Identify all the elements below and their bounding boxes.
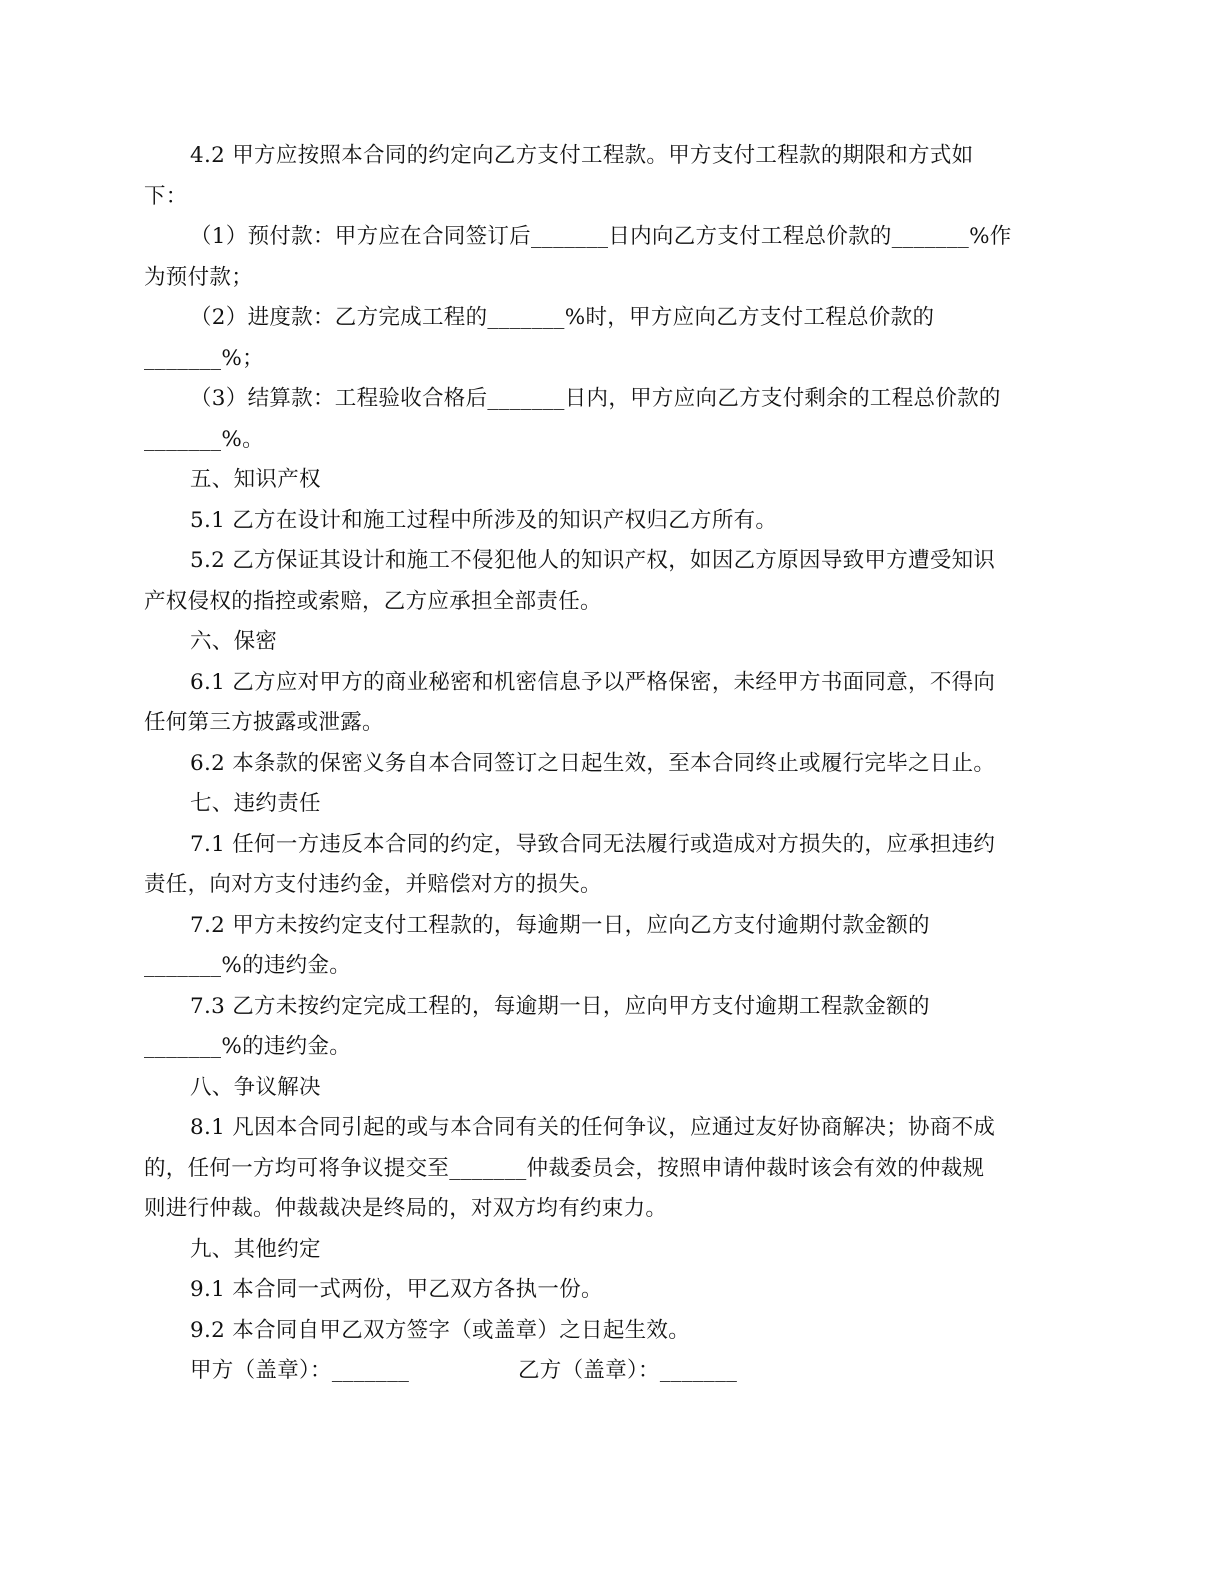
signature-row [144,1351,1074,1392]
contract-page [144,136,1074,1392]
settlement-line-1: （3）结算款：工程验收合格后_______日内，甲方应向乙方支付剩余的工程总价款的 [190,386,1001,411]
clause-5-1: 5.1 乙方在设计和施工过程中所涉及的知识产权归乙方所有。 [190,507,778,533]
clause-7-3-line-1: 7.3 乙方未按约定完成工程的，每逾期一日，应向甲方支付逾期工程款金额的 [190,993,930,1019]
progress-payment-line-2: _______%； [144,345,264,371]
clause-7-1-line-2: 责任，向对方支付违约金，并赔偿对方的损失。 [144,872,602,897]
clause-9-2: 9.2 本合同自甲乙双方签字（或盖章）之日起生效。 [190,1317,691,1343]
settlement-line-2: _______%。 [144,426,264,452]
section-heading-confidentiality: 六、保密 [190,629,278,654]
clause-5-2-line-1: 5.2 乙方保证其设计和施工不侵犯他人的知识产权，如因乙方原因导致甲方遭受知识 [190,548,996,573]
clause-7-3-line-2: _______%的违约金。 [144,1034,352,1059]
progress-payment-line-1: （2）进度款：乙方完成工程的_______%时，甲方应向乙方支付工程总价款的 [190,305,935,330]
clause-4-2-line-2: 下： [144,183,188,209]
section-heading-other: 九、其他约定 [190,1236,321,1262]
party-a-signature: 甲方（盖章）：_______ [190,1358,410,1383]
prepayment-line-1: （1）预付款：甲方应在合同签订后_______日内向乙方支付工程总价款的_______%作 [190,224,1012,249]
clause-6-1-line-1: 6.1 乙方应对甲方的商业秘密和机密信息予以严格保密，未经甲方书面同意，不得向 [190,669,996,695]
clause-4-2-line-1: 4.2 甲方应按照本合同的约定向乙方支付工程款。甲方支付工程款的期限和方式如 [190,143,974,168]
clause-7-2-line-2: _______%的违约金。 [144,953,352,978]
clause-7-2-line-1: 7.2 甲方未按约定支付工程款的，每逾期一日，应向乙方支付逾期付款金额的 [190,912,930,938]
clause-6-1-line-2: 任何第三方披露或泄露。 [144,710,384,735]
clause-5-2-line-2: 产权侵权的指控或索赔，乙方应承担全部责任。 [144,588,602,614]
clause-7-1-line-1: 7.1 任何一方违反本合同的约定，导致合同无法履行或造成对方损失的，应承担违约 [190,831,996,857]
section-heading-liability: 七、违约责任 [190,791,321,816]
clause-8-1-line-1: 8.1 凡因本合同引起的或与本合同有关的任何争议，应通过友好协商解决；协商不成 [190,1115,996,1140]
clause-8-1-line-2: 的，任何一方均可将争议提交至_______仲裁委员会，按照申请仲裁时该会有效的仲裁规 [144,1155,985,1181]
clause-6-2: 6.2 本条款的保密义务自本合同签订之日起生效，至本合同终止或履行完毕之日止。 [190,750,996,776]
clause-9-1: 9.1 本合同一式两份，甲乙双方各执一份。 [190,1277,603,1302]
section-heading-ip: 五、知识产权 [190,467,321,492]
clause-8-1-line-3: 则进行仲裁。仲裁裁决是终局的，对双方均有约束力。 [144,1196,668,1221]
party-b-signature: 乙方（盖章）：_______ [518,1358,738,1383]
section-heading-dispute: 八、争议解决 [190,1074,321,1100]
prepayment-line-2: 为预付款； [144,264,254,290]
